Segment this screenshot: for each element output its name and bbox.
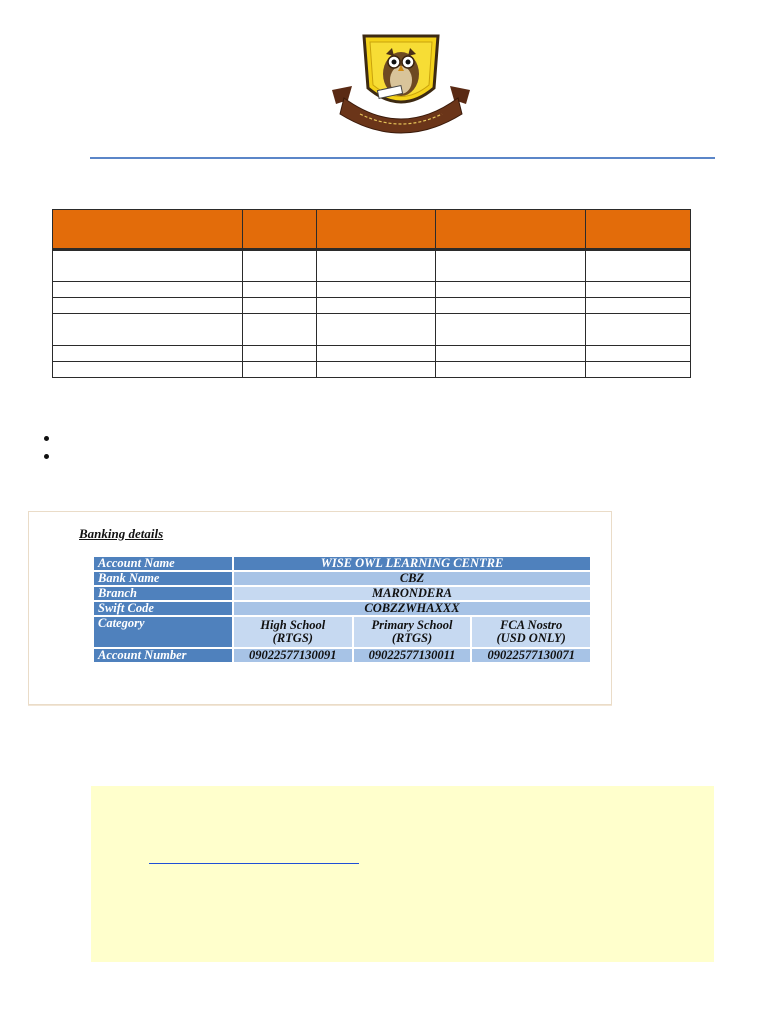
table-cell [242,298,316,314]
branch-value: MARONDERA [234,587,590,600]
account-name-value: WISE OWL LEARNING CENTRE [234,557,590,570]
table-cell [586,250,691,282]
table-cell [242,250,316,282]
hyperlink-underline[interactable] [149,863,359,864]
table-cell [586,298,691,314]
table-cell [53,346,243,362]
table-row [53,298,691,314]
header-divider [90,157,715,159]
table-cell [242,282,316,298]
swift-code-label: Swift Code [94,602,232,615]
table-cell [436,346,586,362]
fee-table [52,209,691,378]
fee-header-cell [586,210,691,250]
category-type: (RTGS) [391,631,433,645]
table-row [94,649,590,662]
table-cell [316,314,436,346]
table-row [53,362,691,378]
table-row [94,602,590,615]
bank-name-label: Bank Name [94,572,232,585]
fee-header-cell [316,210,436,250]
table-cell [436,314,586,346]
table-cell [53,282,243,298]
table-cell [53,314,243,346]
list-item [40,430,50,448]
table-cell [53,298,243,314]
table-cell [436,282,586,298]
category-type: (RTGS) [272,631,313,645]
category-name: FCA Nostro [500,618,563,632]
table-row [53,250,691,282]
account-number-label: Account Number [94,649,232,662]
table-cell [586,282,691,298]
fee-header-cell [53,210,243,250]
table-cell [316,282,436,298]
account-number-high-school: 09022577130091 [234,649,352,662]
account-name-label: Account Name [94,557,232,570]
table-row [53,282,691,298]
account-number-fca-nostro: 09022577130071 [472,649,590,662]
category-high-school [234,617,352,647]
table-cell [242,346,316,362]
table-row [94,557,590,570]
table-cell [316,250,436,282]
table-row [94,572,590,585]
table-cell [316,362,436,378]
category-type: (USD ONLY) [496,631,566,645]
table-row [53,346,691,362]
table-cell [53,250,243,282]
fee-header-cell [242,210,316,250]
table-cell [586,314,691,346]
category-name: High School [260,618,326,632]
table-cell [586,346,691,362]
owl-crest-icon [330,30,472,138]
category-name: Primary School [371,618,453,632]
banking-details-title: Banking details [79,526,164,541]
table-cell [436,250,586,282]
table-cell [316,346,436,362]
fee-table-header [53,210,691,250]
bullet-list [40,430,50,466]
list-item [40,448,50,466]
table-cell [436,362,586,378]
category-primary-school [354,617,471,647]
school-crest-logo [330,30,472,138]
table-row [94,617,590,647]
table-cell [436,298,586,314]
table-row [94,587,590,600]
banking-details-panel [28,511,612,705]
table-cell [242,362,316,378]
table-cell [586,362,691,378]
category-fca-nostro [472,617,590,647]
note-box [91,786,714,962]
table-cell [316,298,436,314]
swift-code-value: COBZZWHAXXX [234,602,590,615]
bank-name-value: CBZ [234,572,590,585]
category-label: Category [94,617,232,647]
fee-header-cell [436,210,586,250]
account-number-primary-school: 09022577130011 [354,649,471,662]
table-row [53,314,691,346]
branch-label: Branch [94,587,232,600]
banking-details-table [92,555,592,664]
table-cell [242,314,316,346]
table-cell [53,362,243,378]
